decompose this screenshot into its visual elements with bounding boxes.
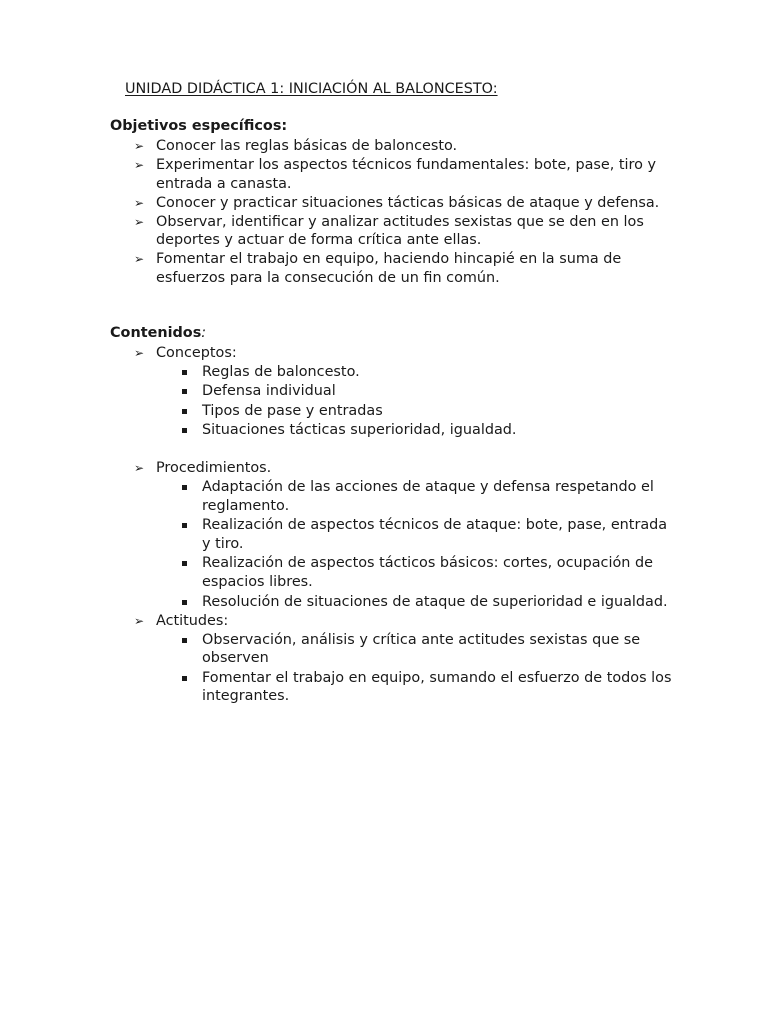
list-item [156, 516, 674, 553]
square-bullet-icon [182, 428, 187, 433]
arrow-bullet-icon: ➢ [134, 346, 145, 360]
square-bullet-icon [182, 485, 187, 490]
list-item [156, 363, 674, 382]
arrow-bullet-icon: ➢ [134, 252, 145, 267]
objetivo-text: Observar, identificar y analizar actitudes sexistas que se den en los deportes y actuar de forma crítica ante ellas. [156, 213, 644, 249]
procedimiento-text: Resolución de situaciones de ataque de superioridad e igualdad. [202, 593, 668, 610]
square-bullet-icon [182, 561, 187, 566]
procedimiento-text: Realización de aspectos técnicos de ataque: bote, pase, entrada y tiro. [202, 517, 668, 552]
objetivos-list [134, 137, 674, 288]
procedimiento-text: Realización de aspectos tácticos básicos: cortes, ocupación de espacios libres. [202, 555, 653, 590]
procedimientos-sublist [156, 478, 674, 611]
actitudes-sublist [156, 631, 674, 706]
list-item [156, 554, 674, 591]
conceptos-sublist [156, 363, 674, 440]
objetivo-text: Experimentar los aspectos técnicos fundamentales: bote, pase, tiro y entrada a canasta. [156, 156, 657, 192]
list-item [156, 402, 674, 421]
procedimiento-text: Adaptación de las acciones de ataque y defensa respetando el reglamento. [202, 478, 654, 514]
objetivos-heading-text: Objetivos específicos: [110, 118, 288, 134]
concepto-text: Defensa individual [202, 383, 336, 400]
contenidos-heading-suffix: : [201, 325, 207, 341]
actitudes-label: Actitudes: [156, 613, 229, 630]
arrow-bullet-icon: ➢ [134, 195, 145, 210]
contenidos-list [134, 344, 674, 707]
square-bullet-icon [182, 638, 187, 643]
spacer [156, 441, 674, 459]
arrow-bullet-icon: ➢ [134, 614, 145, 629]
objetivo-text: Fomentar el trabajo en equipo, haciendo hincapié en la suma de esfuerzos para la consecución de un fin común. [156, 251, 622, 286]
procedimientos-label: Procedimientos. [156, 460, 272, 477]
square-bullet-icon [182, 676, 187, 681]
arrow-bullet-icon: ➢ [134, 214, 145, 229]
list-item [134, 194, 674, 213]
conceptos-label: Conceptos: [156, 345, 237, 361]
concepto-text: Tipos de pase y entradas [202, 402, 383, 419]
arrow-bullet-icon: ➢ [134, 461, 145, 476]
square-bullet-icon [182, 600, 187, 605]
list-item [134, 250, 674, 287]
list-item [156, 631, 674, 668]
concepto-text: Reglas de baloncesto. [202, 363, 360, 380]
arrow-bullet-icon: ➢ [134, 157, 145, 172]
square-bullet-icon [182, 370, 187, 375]
actitud-text: Fomentar el trabajo en equipo, sumando el esfuerzo de todos los integrantes. [202, 669, 672, 705]
actitud-text: Observación, análisis y crítica ante actitudes sexistas que se observen [202, 631, 641, 667]
objetivo-text: Conocer las reglas básicas de baloncesto. [156, 138, 458, 154]
list-item [134, 137, 674, 156]
list-item [156, 421, 674, 440]
contenidos-heading [110, 325, 206, 341]
list-item [134, 156, 674, 193]
list-item [156, 382, 674, 401]
square-bullet-icon [182, 389, 187, 394]
list-item [156, 478, 674, 515]
list-item [156, 593, 674, 612]
contenidos-heading-text: Contenidos [110, 325, 202, 341]
square-bullet-icon [182, 409, 187, 414]
concepto-text: Situaciones tácticas superioridad, igualdad. [202, 422, 517, 439]
list-item [134, 213, 674, 250]
list-item-procedimientos [134, 459, 674, 611]
square-bullet-icon [182, 523, 187, 528]
objetivo-text: Conocer y practicar situaciones tácticas básicas de ataque y defensa. [156, 194, 660, 211]
list-item-actitudes [134, 612, 674, 706]
document-title: UNIDAD DIDÁCTICA 1: INICIACIÓN AL BALONCESTO: [125, 81, 498, 97]
arrow-bullet-icon: ➢ [134, 139, 145, 153]
list-item [156, 669, 674, 706]
objetivos-heading [110, 118, 287, 134]
list-item-conceptos [134, 344, 674, 459]
